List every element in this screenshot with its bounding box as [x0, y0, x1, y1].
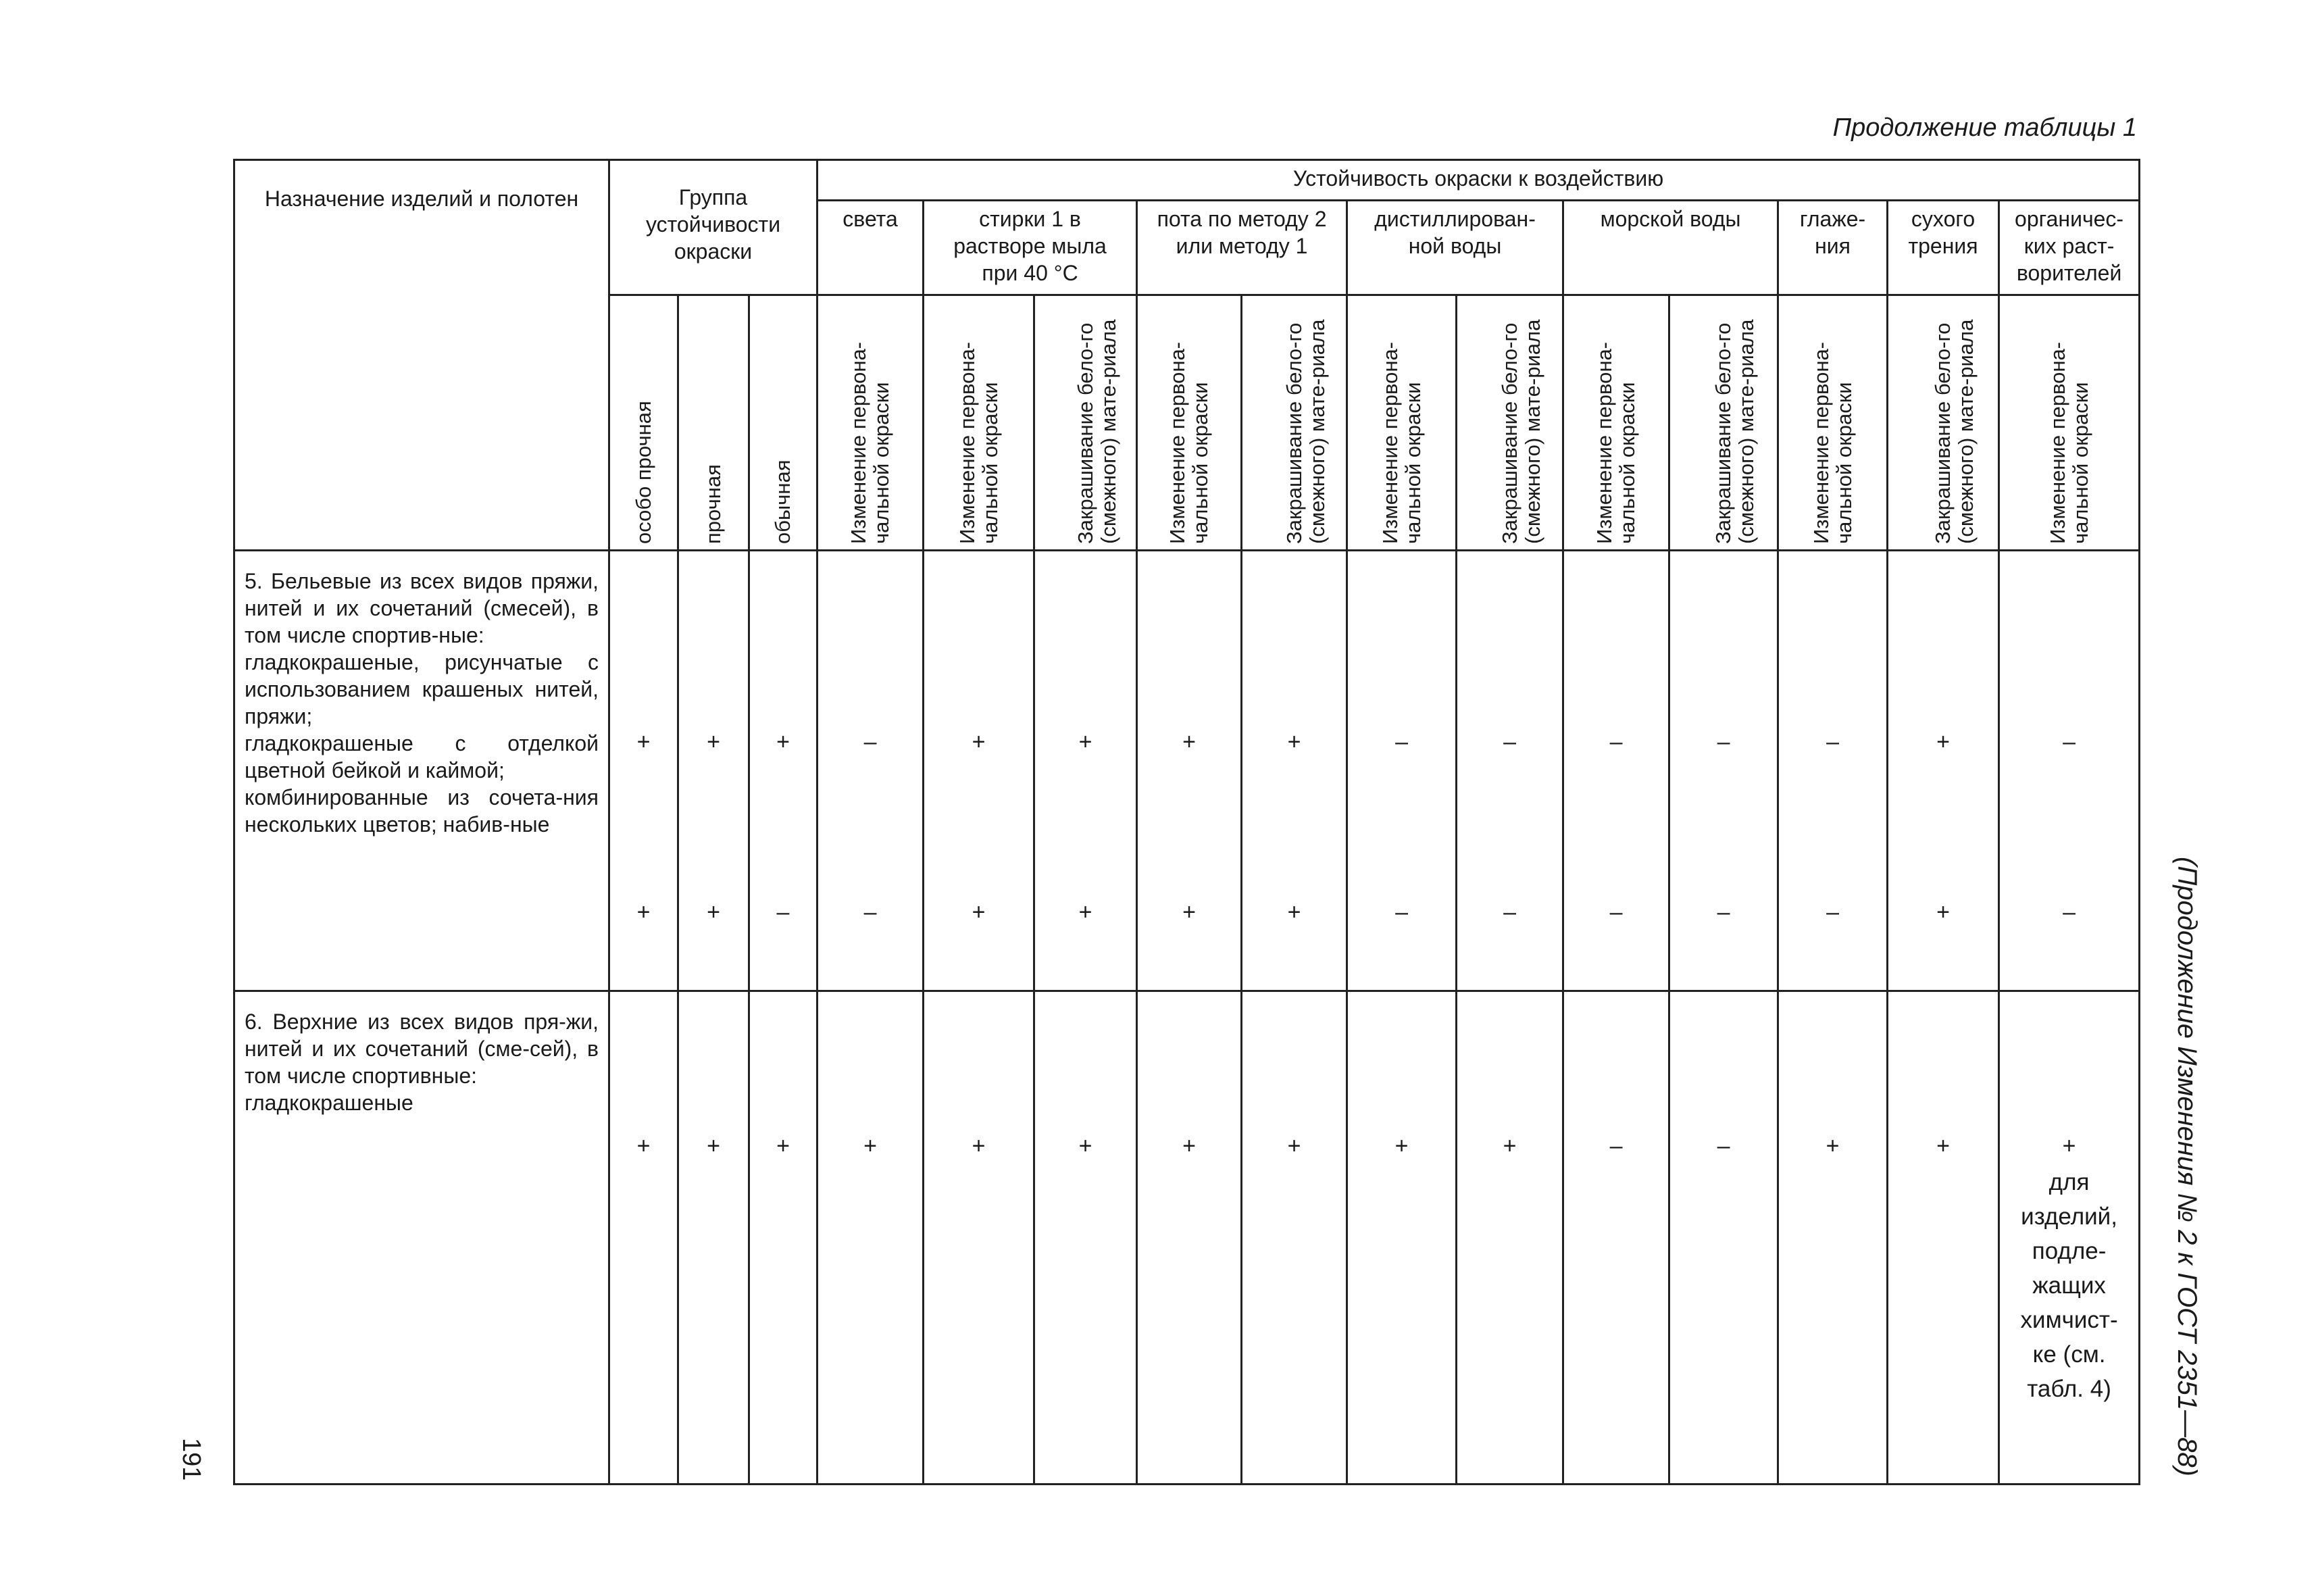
washing-change-label: Изменение первона-чальной окраски	[955, 341, 1002, 544]
influence-solvents: органичес-ких раст-ворителей	[1999, 201, 2140, 295]
mark-cell	[818, 551, 924, 991]
influence-light: света	[818, 201, 924, 295]
table-continuation-caption: Продолжение таблицы 1	[1832, 114, 2137, 142]
mark: +	[1394, 1133, 1409, 1159]
mark: +	[636, 729, 651, 755]
mark: +	[1287, 729, 1301, 755]
influence-distilled-water: дистиллирован-ной воды	[1347, 201, 1563, 295]
amendment-side-note-text: (Продолжение Изменения № 2 к ГОСТ 2351—88)	[2172, 857, 2202, 1476]
sea-staining	[1669, 295, 1778, 551]
row-linen	[234, 551, 2140, 991]
mark-cell	[1888, 991, 1999, 1485]
mark: –	[1395, 729, 1408, 755]
group-ordinary-label: обычная	[771, 459, 795, 544]
page-number	[177, 1438, 211, 1481]
row-linen-line: гладкокрашеные, рисунчатые с использованием крашеных нитей, пряжи;	[245, 650, 599, 728]
mark: –	[1717, 729, 1730, 755]
washing-staining-label: Закрашивание бело-го (смежного) мате-риала	[1073, 319, 1120, 544]
group-strong	[678, 295, 749, 551]
row-outerwear-line: 6. Верхние из всех видов пря-жи, нитей и их сочетаний (сме-сей), в том числе спортивные:	[245, 1009, 599, 1088]
note-line: для	[2048, 1169, 2090, 1195]
note-line: табл. 4)	[2027, 1376, 2111, 1402]
mark-cell	[1778, 991, 1888, 1485]
mark: –	[1826, 899, 1839, 925]
mark: +	[707, 729, 720, 755]
mark: +	[972, 899, 986, 925]
mark-cell	[749, 991, 818, 1485]
sea-staining-label: Закрашивание бело-го (смежного) мате-риала	[1711, 319, 1759, 544]
mark: +	[1182, 899, 1196, 925]
mark: –	[863, 729, 877, 755]
mark-cell	[1034, 551, 1137, 991]
sweat-change	[1137, 295, 1242, 551]
mark: –	[1609, 1133, 1623, 1159]
mark: +	[1287, 1133, 1301, 1159]
mark-cell	[678, 991, 749, 1485]
mark-cell	[1034, 991, 1137, 1485]
mark-cell	[1669, 991, 1778, 1485]
dry-cleaning-note	[2000, 1165, 2138, 1406]
distilled-change-label: Изменение первона-чальной окраски	[1378, 341, 1425, 544]
row-outerwear-description	[234, 991, 609, 1485]
mark-cell	[1563, 991, 1669, 1485]
mark: –	[1503, 899, 1516, 925]
mark-cell	[1999, 551, 2140, 991]
group-extra-strong-label: особо прочная	[631, 401, 655, 544]
solvents-change	[1999, 295, 2140, 551]
row-outerwear	[234, 991, 2140, 1485]
mark-cell	[1778, 551, 1888, 991]
mark: –	[1609, 729, 1623, 755]
mark: –	[1717, 899, 1730, 925]
mark-cell	[924, 991, 1034, 1485]
mark: +	[2062, 1133, 2076, 1159]
light-change	[818, 295, 924, 551]
dye-fastness-table	[233, 159, 2140, 1485]
influence-washing: стирки 1 в растворе мыла при 40 °С	[924, 201, 1137, 295]
mark: –	[2063, 729, 2076, 755]
mark: +	[707, 1133, 720, 1159]
influence-sweat: пота по методу 2 или методу 1	[1137, 201, 1347, 295]
sweat-staining	[1242, 295, 1347, 551]
mark: +	[863, 1133, 877, 1159]
rubbing-staining	[1888, 295, 1999, 551]
mark-cell	[609, 991, 678, 1485]
mark: –	[1717, 1133, 1730, 1159]
distilled-staining	[1457, 295, 1563, 551]
mark: +	[1182, 729, 1196, 755]
mark: –	[1609, 899, 1623, 925]
page-number-text: 191	[177, 1438, 205, 1481]
solvents-change-label: Изменение первона-чальной окраски	[2045, 341, 2092, 544]
row-linen-line: комбинированные из сочета-ния нескольких цветов; набив-ные	[245, 785, 599, 837]
note-line: химчист-	[2020, 1307, 2118, 1333]
mark-cell	[1669, 551, 1778, 991]
mark-cell	[924, 551, 1034, 991]
mark: +	[1936, 729, 1950, 755]
mark-cell	[1999, 991, 2140, 1485]
header-row-1	[234, 160, 2140, 201]
distilled-change	[1347, 295, 1457, 551]
mark-cell	[1888, 551, 1999, 991]
mark: –	[776, 899, 790, 925]
washing-staining	[1034, 295, 1137, 551]
row-outerwear-line: гладкокрашеные	[245, 1091, 413, 1115]
mark: +	[707, 899, 720, 925]
mark-cell	[678, 551, 749, 991]
group-ordinary	[749, 295, 818, 551]
ironing-change	[1778, 295, 1888, 551]
row-linen-line: гладкокрашеные с отделкой цветной бейкой и каймой;	[245, 731, 599, 782]
note-line: жащих	[2032, 1272, 2106, 1299]
row-linen-line: 5. Бельевые из всех видов пряжи, нитей и их сочетаний (смесей), в том числе спортив-ные:	[245, 569, 599, 647]
mark: +	[1287, 899, 1301, 925]
mark: +	[1078, 729, 1092, 755]
influence-dry-rubbing: сухого трения	[1888, 201, 1999, 295]
mark: +	[1936, 1133, 1950, 1159]
sweat-change-label: Изменение первона-чальной окраски	[1165, 341, 1213, 544]
fastness-header: Устойчивость окраски к воздействию	[818, 160, 2140, 201]
note-line: подле-	[2032, 1238, 2107, 1264]
mark-cell	[1563, 551, 1669, 991]
influence-ironing: глаже-ния	[1778, 201, 1888, 295]
mark-cell	[1137, 551, 1242, 991]
mark: +	[1936, 899, 1950, 925]
washing-change	[924, 295, 1034, 551]
mark-cell	[609, 551, 678, 991]
note-line: ке (см.	[2032, 1341, 2106, 1368]
sea-change-label: Изменение первона-чальной окраски	[1592, 341, 1640, 544]
mark: +	[1078, 1133, 1092, 1159]
rubbing-staining-label: Закрашивание бело-го (смежного) мате-риала	[1931, 319, 1978, 544]
mark-cell	[1242, 551, 1347, 991]
mark-cell	[818, 991, 924, 1485]
mark: +	[636, 899, 651, 925]
note-line: изделий,	[2021, 1203, 2117, 1230]
mark: +	[972, 1133, 986, 1159]
mark: +	[1503, 1133, 1517, 1159]
mark-cell	[1457, 551, 1563, 991]
purpose-header: Назначение изделий и полотен	[234, 160, 609, 551]
sea-change	[1563, 295, 1669, 551]
ironing-change-label: Изменение первона-чальной окраски	[1809, 341, 1856, 544]
mark-cell	[749, 551, 818, 991]
influence-sea-water: морской воды	[1563, 201, 1778, 295]
mark-cell	[1137, 991, 1242, 1485]
mark: +	[972, 729, 986, 755]
sweat-staining-label: Закрашивание бело-го (смежного) мате-риала	[1282, 319, 1329, 544]
mark: +	[1182, 1133, 1196, 1159]
mark: –	[1503, 729, 1516, 755]
group-extra-strong	[609, 295, 678, 551]
mark-cell	[1347, 991, 1457, 1485]
mark: +	[636, 1133, 651, 1159]
row-linen-description	[234, 551, 609, 991]
mark-cell	[1457, 991, 1563, 1485]
mark-cell	[1242, 991, 1347, 1485]
mark: –	[863, 899, 877, 925]
group-header: Группа устойчивости окраски	[609, 160, 818, 295]
mark: +	[1078, 899, 1092, 925]
mark: –	[1826, 729, 1839, 755]
mark: –	[2063, 899, 2076, 925]
group-strong-label: прочная	[701, 464, 725, 544]
mark: +	[776, 729, 790, 755]
light-change-label: Изменение первона-чальной окраски	[847, 341, 894, 544]
mark-cell	[1347, 551, 1457, 991]
mark: –	[1395, 899, 1408, 925]
mark: +	[1826, 1133, 1840, 1159]
mark: +	[776, 1133, 790, 1159]
distilled-staining-label: Закрашивание бело-го (смежного) мате-риала	[1497, 319, 1544, 544]
